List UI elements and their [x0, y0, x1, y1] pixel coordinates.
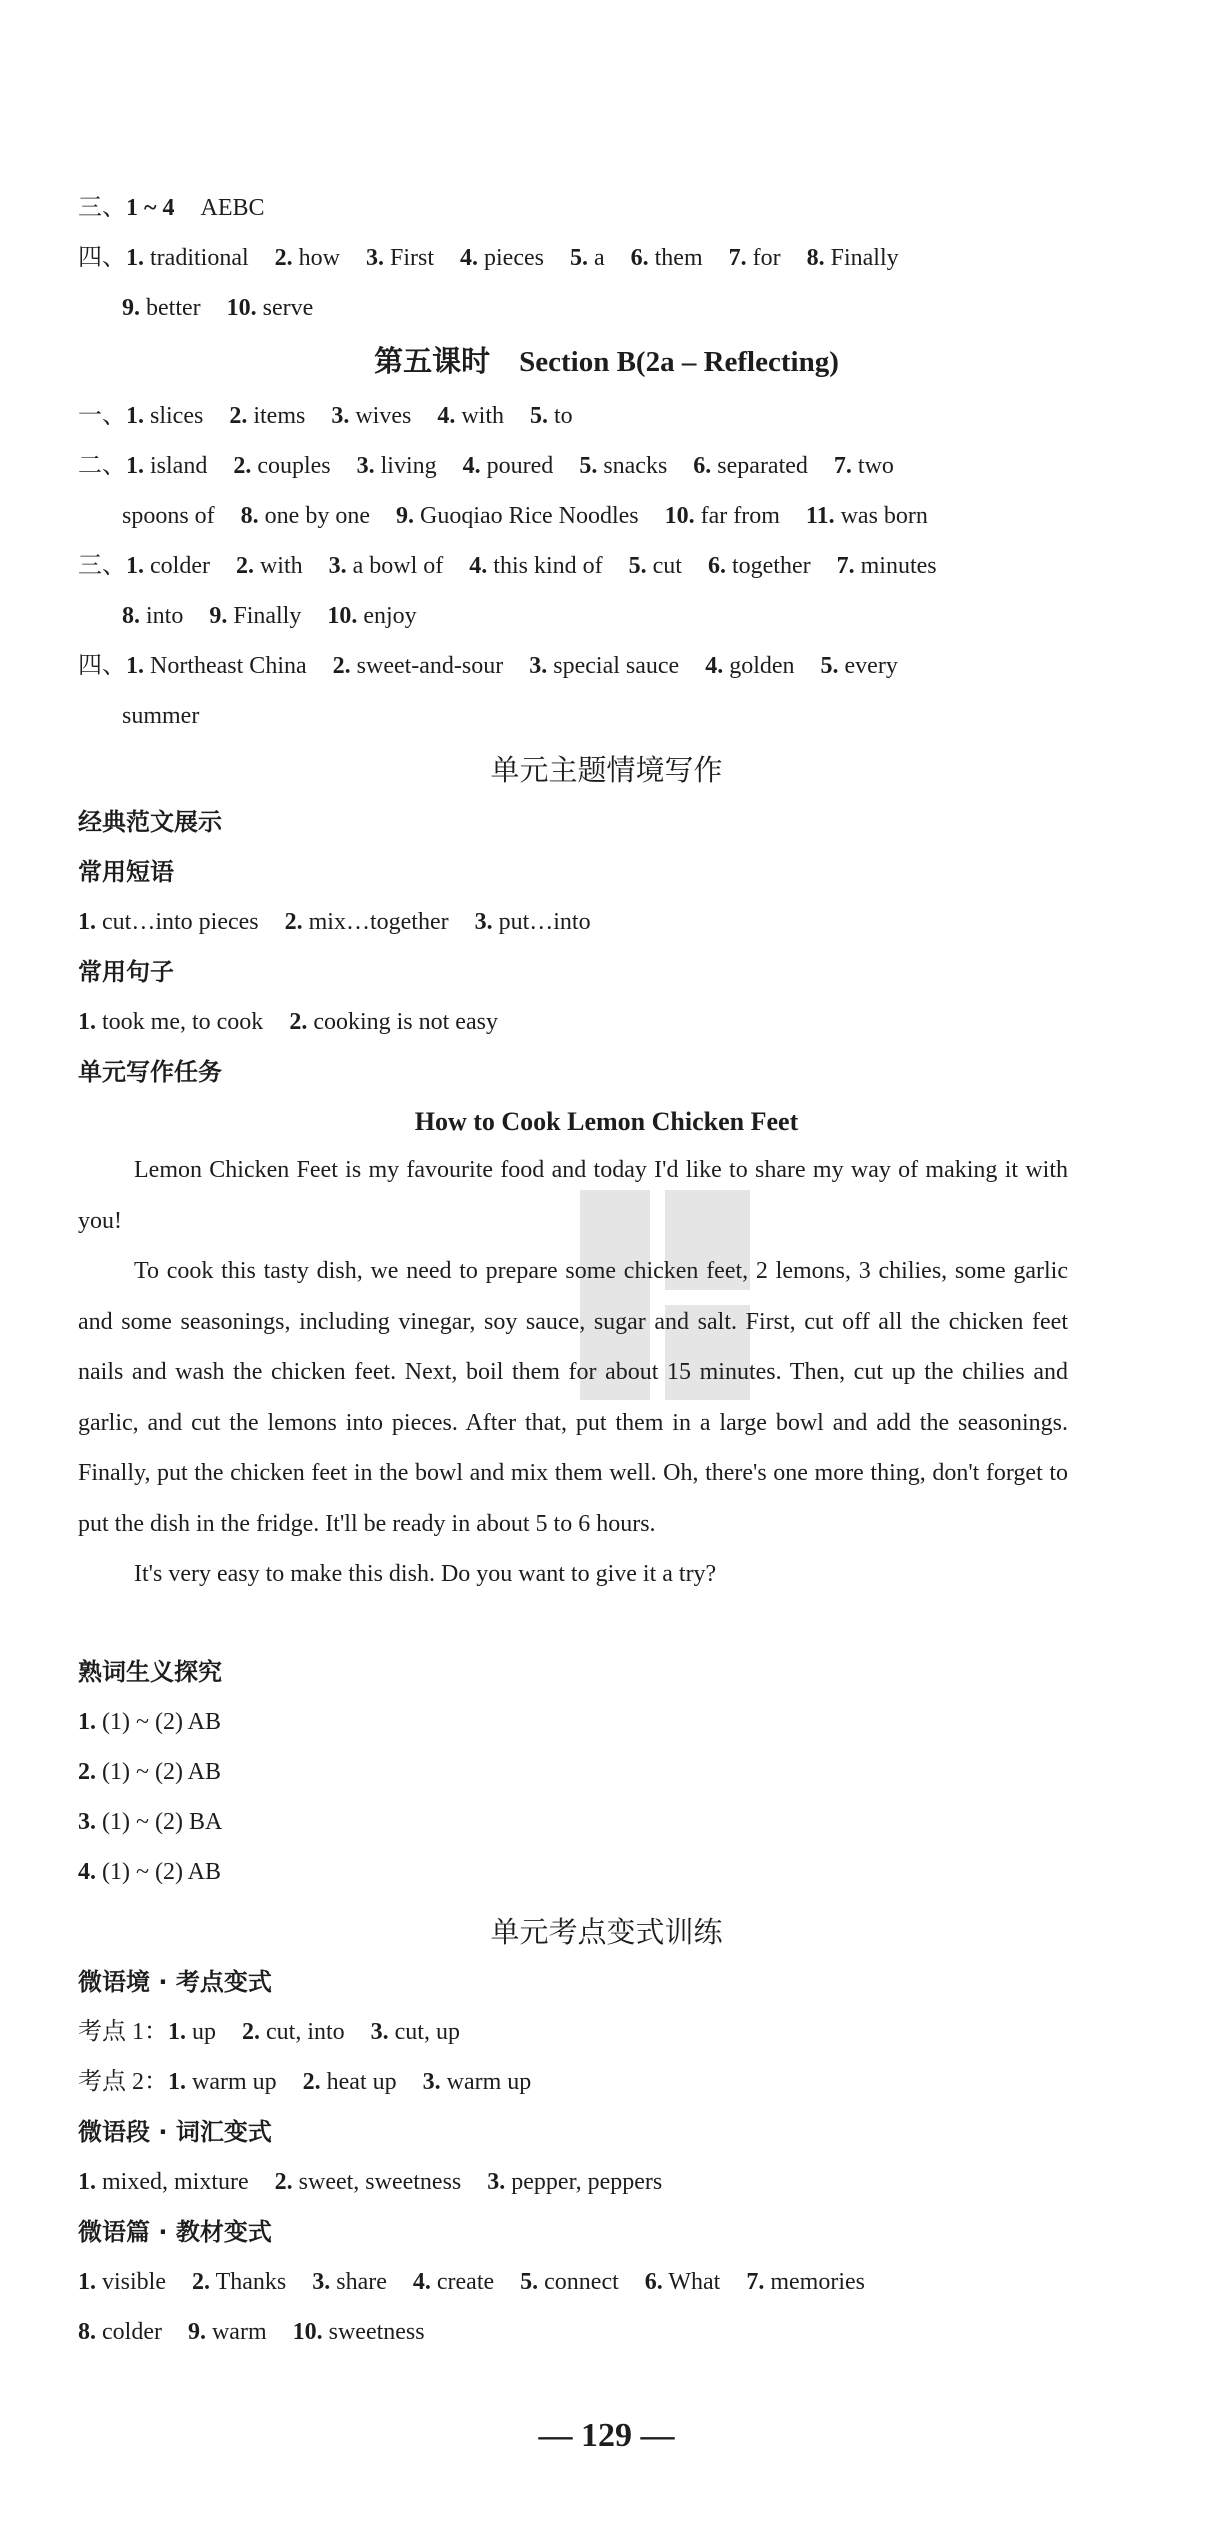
- answer-text: pepper, peppers: [511, 2169, 663, 2195]
- answer-number: 3.: [474, 909, 493, 935]
- section-label: 一、: [78, 403, 126, 429]
- answer-text: enjoy: [363, 603, 417, 629]
- answer-text: together: [731, 553, 811, 579]
- answer-number: 1.: [126, 553, 144, 579]
- part3-answer: AEBC: [200, 195, 265, 221]
- answer-number: 2.: [274, 2169, 293, 2195]
- answer-text: special sauce: [553, 653, 680, 679]
- answer-text: memories: [770, 2269, 865, 2295]
- answer-number: 1.: [168, 2019, 186, 2045]
- text-items-cont-line: [78, 2316, 425, 2348]
- micro-para-label: 微语段 · 词汇变式: [78, 2118, 272, 2146]
- explore-label: 熟词生义探究: [78, 1658, 222, 1686]
- answer-number: 6.: [644, 2269, 663, 2295]
- vocab-line: [78, 2166, 662, 2198]
- answer-number: 3.: [365, 245, 384, 271]
- answer-number: 5.: [820, 653, 839, 679]
- answer-number: 4.: [437, 403, 456, 429]
- answer-text: pieces: [484, 245, 544, 271]
- explore-row: [78, 1856, 221, 1888]
- answer-number: 8.: [122, 603, 140, 629]
- answer-number: 1.: [126, 403, 144, 429]
- answer-text: into: [146, 603, 184, 629]
- answer-number: 9.: [187, 2319, 206, 2345]
- answer-text: create: [436, 2269, 495, 2295]
- answer-number: 8.: [240, 503, 259, 529]
- part4-line: [78, 242, 899, 274]
- answer-number: 4.: [705, 653, 724, 679]
- answer-number: 3.: [370, 2019, 389, 2045]
- answer-text: Finally: [233, 603, 302, 629]
- answer-text: Northeast China: [150, 653, 307, 679]
- answer-number: 4.: [462, 453, 481, 479]
- section-label: 二、: [78, 453, 126, 479]
- answer-number: 6.: [707, 553, 726, 579]
- part3-label: 三、: [78, 195, 126, 221]
- answer-number: 11.: [805, 503, 835, 529]
- answer-number: 7.: [833, 453, 852, 479]
- answer-number: 5.: [520, 2269, 539, 2295]
- answer-text: share: [336, 2269, 387, 2295]
- answer-number: 1.: [78, 1709, 96, 1735]
- explore-row: [78, 1806, 222, 1838]
- sentences-label: 常用句子: [78, 958, 174, 986]
- s4-line: [78, 650, 898, 682]
- section-label: 四、: [78, 653, 126, 679]
- answer-text: for: [752, 245, 781, 271]
- text-items-line: [78, 2266, 865, 2298]
- answer-number: 2.: [284, 909, 303, 935]
- answer-number: 2.: [78, 1759, 96, 1785]
- answer-text: serve: [262, 295, 314, 321]
- answer-number: 2.: [302, 2069, 321, 2095]
- answer-text: this kind of: [493, 553, 603, 579]
- answer-number: 3.: [487, 2169, 506, 2195]
- phrases-line: [78, 906, 591, 938]
- answer-number: 2.: [229, 403, 248, 429]
- answer-text: What: [668, 2269, 721, 2295]
- answer-number: 1.: [78, 909, 96, 935]
- answer-text: better: [146, 295, 201, 321]
- answer-number: 10.: [226, 295, 257, 321]
- answer-text: them: [654, 245, 703, 271]
- answer-text: mixed, mixture: [102, 2169, 249, 2195]
- answer-text: wives: [355, 403, 412, 429]
- answer-text: sweetness: [328, 2319, 425, 2345]
- section-label: 考点 2：: [78, 2069, 168, 2095]
- s4-cont-line: summer: [122, 703, 200, 729]
- answer-text: mix…together: [308, 909, 449, 935]
- answer-number: 9.: [122, 295, 140, 321]
- answer-number: 10.: [292, 2319, 323, 2345]
- answer-number: 4.: [78, 1859, 96, 1885]
- answer-text: with: [461, 403, 504, 429]
- answer-number: 3.: [422, 2069, 441, 2095]
- answer-number: 8.: [78, 2319, 96, 2345]
- answer-number: 5.: [579, 453, 598, 479]
- answer-number: 3.: [529, 653, 548, 679]
- answer-text: warm up: [192, 2069, 277, 2095]
- answer-text: put…into: [498, 909, 591, 935]
- phrases-label: 常用短语: [78, 858, 174, 886]
- answer-text: First: [389, 245, 434, 271]
- s1-line: [78, 400, 573, 432]
- answer-number: 1.: [126, 653, 144, 679]
- essay-paragraph-2: To cook this tasty dish, we need to prepare some chicken feet, 2 lemons, 3 chilies, some garlic and some seasonings, including vinegar, soy sauce, sugar and salt. First, cut off all the chicken feet nails and wash the chicken feet. Next, boil them for about 15 minutes. Then, cut up the chilies and garlic, and cut the lemons into pieces. After that, put them in a large bowl and add the seasonings. Finally, put the chicken feet in the bowl and mix them well. Oh, there's one more thing, don't forget to put the dish in the fridge. It'll be ready in about 5 to 6 hours.: [78, 1258, 1068, 1537]
- answer-text: (1) ~ (2) AB: [102, 1859, 221, 1885]
- answer-text: Finally: [830, 245, 899, 271]
- answer-text: slices: [150, 403, 204, 429]
- answer-text: cut, up: [394, 2019, 460, 2045]
- answer-number: 6.: [630, 245, 649, 271]
- answer-text: island: [150, 453, 208, 479]
- answer-number: 6.: [693, 453, 712, 479]
- answer-number: 10.: [664, 503, 695, 529]
- answer-text: traditional: [150, 245, 249, 271]
- answer-number: 3.: [312, 2269, 331, 2295]
- answer-number: 7.: [836, 553, 855, 579]
- answer-number: 1.: [78, 2169, 96, 2195]
- answer-number: 2.: [192, 2269, 210, 2295]
- kp2-line: [78, 2066, 531, 2098]
- answer-number: 7.: [728, 245, 747, 271]
- answer-text: cut: [652, 553, 682, 579]
- answer-number: 7.: [746, 2269, 765, 2295]
- answer-text: (1) ~ (2) AB: [102, 1709, 221, 1735]
- answer-number: 3.: [331, 403, 350, 429]
- part3-range: 1 ~ 4: [126, 195, 175, 221]
- answer-text: to: [554, 403, 573, 429]
- answer-text: took me, to cook: [102, 1009, 264, 1035]
- essay-body: [78, 1145, 1068, 1600]
- training-title: 单元考点变式训练: [490, 1915, 723, 1949]
- answer-text: colder: [102, 2319, 162, 2345]
- answer-text: colder: [150, 553, 210, 579]
- answer-number: 1.: [168, 2069, 186, 2095]
- answer-number: 2.: [332, 653, 351, 679]
- answer-number: 2.: [235, 553, 254, 579]
- answer-number: 2.: [274, 245, 293, 271]
- answer-number: 10.: [327, 603, 358, 629]
- answer-text: cooking is not easy: [313, 1009, 498, 1035]
- answer-text: warm up: [446, 2069, 532, 2095]
- answer-text: cut, into: [266, 2019, 345, 2045]
- part4-cont-line: [122, 292, 313, 324]
- explore-row: [78, 1706, 221, 1738]
- answer-number: 4.: [460, 245, 478, 271]
- answer-text: Guoqiao Rice Noodles: [419, 503, 639, 529]
- task-label: 单元写作任务: [78, 1058, 222, 1086]
- answer-text: every: [844, 653, 898, 679]
- answer-number: 1.: [78, 2269, 96, 2295]
- answer-text: heat up: [326, 2069, 397, 2095]
- answer-text: spoons of: [122, 503, 215, 529]
- answer-text: a: [593, 245, 605, 271]
- answer-text: couples: [257, 453, 331, 479]
- answer-text: sweet, sweetness: [298, 2169, 462, 2195]
- essay-paragraph-1: Lemon Chicken Feet is my favourite food and today I'd like to share my way of making it with you!: [78, 1157, 1068, 1234]
- answer-text: snacks: [603, 453, 668, 479]
- answer-text: golden: [729, 653, 795, 679]
- answer-number: 1.: [126, 453, 144, 479]
- answer-text: far from: [700, 503, 780, 529]
- answer-number: 5.: [628, 553, 647, 579]
- answer-number: 9.: [395, 503, 414, 529]
- answer-text: connect: [544, 2269, 619, 2295]
- sample-label: 经典范文展示: [78, 808, 222, 836]
- answer-number: 3.: [78, 1809, 96, 1835]
- answer-number: 8.: [806, 245, 825, 271]
- explore-row: [78, 1756, 221, 1788]
- answer-text: (1) ~ (2) BA: [102, 1809, 223, 1835]
- answer-number: 2.: [242, 2019, 260, 2045]
- answer-number: 9.: [209, 603, 228, 629]
- micro-text-label: 微语篇 · 教材变式: [78, 2218, 272, 2246]
- answer-number: 3.: [356, 453, 375, 479]
- answer-number: 3.: [328, 553, 347, 579]
- answer-text: living: [380, 453, 437, 479]
- answer-number: 1.: [126, 245, 144, 271]
- lesson5-title: 第五课时 Section B(2a – Reflecting): [374, 346, 839, 378]
- answer-text: visible: [102, 2269, 166, 2295]
- answer-text: warm: [211, 2319, 267, 2345]
- section-label: 考点 1：: [78, 2019, 168, 2045]
- answer-number: 2.: [289, 1009, 308, 1035]
- answer-text: two: [857, 453, 894, 479]
- s3-line: [78, 550, 937, 582]
- answer-number: 1.: [78, 1009, 96, 1035]
- s3-cont-line: [122, 600, 417, 632]
- answer-number: 5.: [569, 245, 588, 271]
- answer-text: a bowl of: [352, 553, 444, 579]
- answer-text: (1) ~ (2) AB: [102, 1759, 221, 1785]
- answer-text: items: [253, 403, 306, 429]
- essay-title: How to Cook Lemon Chicken Feet: [414, 1107, 799, 1136]
- micro-context-label: 微语境 · 考点变式: [78, 1968, 272, 1996]
- answer-text: poured: [486, 453, 554, 479]
- answer-text: minutes: [860, 553, 937, 579]
- answer-number: 4.: [412, 2269, 431, 2295]
- writing-title: 单元主题情境写作: [490, 753, 723, 787]
- answer-text: Thanks: [215, 2269, 287, 2295]
- kp1-line: [78, 2016, 460, 2048]
- answer-number: 4.: [469, 553, 488, 579]
- s2-line: [78, 450, 894, 482]
- answer-number: 5.: [530, 403, 548, 429]
- answer-text: sweet-and-sour: [356, 653, 504, 679]
- answer-text: was born: [840, 503, 928, 529]
- part3-line: [78, 192, 265, 224]
- sentences-line: [78, 1006, 498, 1038]
- section-label: 三、: [78, 553, 126, 579]
- page-number: — 129 —: [538, 2417, 675, 2454]
- answer-text: how: [298, 245, 340, 271]
- answer-text: up: [192, 2019, 216, 2045]
- answer-text: with: [259, 553, 303, 579]
- answer-text: cut…into pieces: [102, 909, 259, 935]
- answer-number: 2.: [233, 453, 252, 479]
- s2-cont-line: [122, 500, 928, 532]
- answer-text: one by one: [264, 503, 370, 529]
- section-label: 四、: [78, 245, 126, 271]
- essay-paragraph-3: It's very easy to make this dish. Do you want to give it a try?: [134, 1561, 717, 1587]
- answer-text: separated: [717, 453, 808, 479]
